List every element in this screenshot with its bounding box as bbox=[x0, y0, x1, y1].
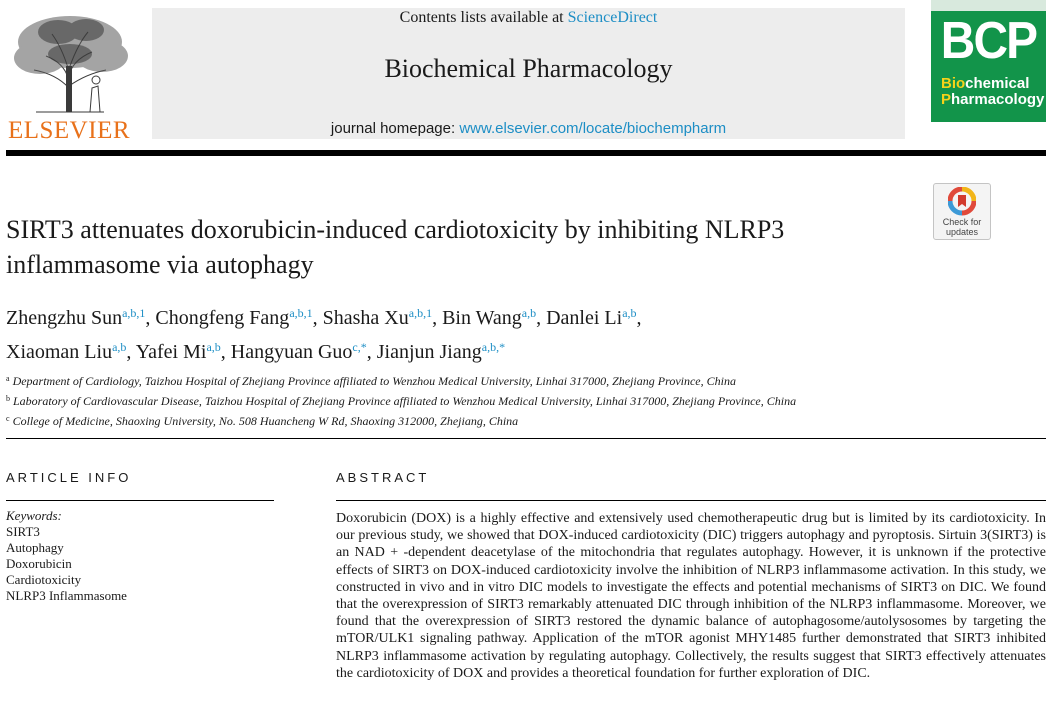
contents-prefix: Contents lists available at bbox=[399, 9, 568, 26]
author-affiliation-marker[interactable]: c,* bbox=[352, 340, 367, 354]
header-rule bbox=[6, 150, 1046, 156]
author-affiliation-marker[interactable]: a,b bbox=[521, 306, 537, 320]
tree-icon bbox=[6, 8, 134, 118]
article-info-heading: ARTICLE INFO bbox=[6, 470, 132, 485]
cover-footer bbox=[931, 122, 1046, 139]
author-separator: , bbox=[432, 307, 443, 329]
affiliation-item bbox=[6, 390, 1036, 410]
affiliation-mark: b bbox=[6, 394, 10, 403]
cover-name-lead-2: P bbox=[941, 91, 952, 108]
keyword-item[interactable]: Autophagy bbox=[6, 540, 64, 555]
affiliations-rule bbox=[6, 438, 1046, 439]
author-name[interactable]: Zhengzhu Sun bbox=[6, 307, 123, 329]
contents-line bbox=[152, 9, 905, 27]
affiliation-mark: c bbox=[6, 414, 10, 423]
keywords-block bbox=[6, 508, 274, 604]
journal-masthead bbox=[152, 8, 905, 139]
keyword-item[interactable]: SIRT3 bbox=[6, 524, 40, 539]
author-affiliation-marker[interactable]: a,b bbox=[112, 340, 127, 354]
cover-journal-name bbox=[941, 76, 1046, 108]
author-list bbox=[6, 299, 1006, 367]
author-name[interactable]: Xiaoman Liu bbox=[6, 341, 113, 363]
author-separator: , bbox=[366, 341, 377, 363]
check-for-updates-button[interactable] bbox=[933, 183, 991, 240]
author-separator: , bbox=[312, 307, 323, 329]
abstract-rule bbox=[336, 500, 1046, 501]
abstract-heading: ABSTRACT bbox=[336, 470, 430, 485]
author-affiliation-marker[interactable]: a,b,* bbox=[481, 340, 506, 354]
cover-name-lead-1: Bio bbox=[941, 75, 966, 92]
author-separator: , bbox=[220, 341, 231, 363]
author-name[interactable]: Danlei Li bbox=[546, 307, 623, 329]
author-separator: , bbox=[536, 307, 547, 329]
homepage-line bbox=[152, 120, 905, 137]
article-info-rule bbox=[6, 500, 274, 501]
journal-title: Biochemical Pharmacology bbox=[384, 54, 673, 83]
cover-name-rest-2: harmacology bbox=[951, 91, 1045, 108]
affiliation-text: Department of Cardiology, Taizhou Hospital of Zhejiang Province affiliated to Wenzhou Medical University, Linhai 317000, Zhejiang Province, China bbox=[12, 374, 736, 388]
author-affiliation-marker[interactable]: a,b,1 bbox=[122, 306, 146, 320]
cover-name-rest-1: chemical bbox=[965, 75, 1030, 92]
check-updates-label bbox=[934, 217, 990, 237]
check-updates-line-1: Check for bbox=[942, 217, 982, 227]
author-affiliation-marker[interactable]: a,b,1 bbox=[408, 306, 433, 320]
cover-top-strip bbox=[931, 0, 1046, 11]
journal-cover[interactable] bbox=[931, 0, 1046, 139]
author-name[interactable]: Shasha Xu bbox=[322, 307, 409, 329]
author-name[interactable]: Chongfeng Fang bbox=[155, 307, 290, 329]
author-separator: , bbox=[636, 307, 642, 329]
keyword-item[interactable]: NLRP3 Inflammasome bbox=[6, 588, 127, 603]
author-name[interactable]: Bin Wang bbox=[442, 307, 522, 329]
affiliation-item bbox=[6, 370, 1036, 390]
author-affiliation-marker[interactable]: a,b bbox=[206, 340, 221, 354]
affiliation-text: College of Medicine, Shaoxing University, No. 508 Huancheng W Rd, Shaoxing 312000, Zhejiang, China bbox=[12, 414, 519, 428]
author-affiliation-marker[interactable]: a,b bbox=[622, 306, 637, 320]
abstract-body: Doxorubicin (DOX) is a highly effective and extensively used chemotherapeutic drug but is limited by its cardiotoxicity. In our previous study, we showed that DOX-induced cardiotoxicity (DIC) triggers autophagy and pyroptosis. Sirtuin 3(SIRT3) is an NAD + -dependent deacetylase of the mitochondria that regulates autophagy. However, it is unknown if the protective effects of SIRT3 on DOX-induced cardiotoxicity involve the inhibition of NLRP3 inflammasome activation. In this study, we constructed in vivo and in vitro DIC models to investigate the effects and potential mechanisms of SIRT3 on DIC. We found that the overexpression of SIRT3 remarkably attenuated DIC through inhibition of the NLRP3 inflammasome. Moreover, we found that the overexpression of SIRT3 restored the dynamic balance of autophagosome/autolysosomes by targeting the mTOR/ULK1 signaling pathway. Application of the mTOR agonist MHY1485 further demonstrated that SIRT3 inhibited NLRP3 inflammasome activation by regulating autophagy. Collectively, the results suggest that SIRT3 effectively attenuates the cardiotoxicity of DOX and provides a theoretical foundation for further exploration of DIC. bbox=[336, 511, 1046, 681]
keyword-item[interactable]: Cardiotoxicity bbox=[6, 572, 82, 587]
article-title: SIRT3 attenuates doxorubicin-induced cardiotoxicity by inhibiting NLRP3 inflammasome via autophagy bbox=[6, 215, 785, 279]
affiliation-list bbox=[6, 370, 1036, 430]
author-name[interactable]: Hangyuan Guo bbox=[230, 341, 353, 363]
affiliation-text: Laboratory of Cardiovascular Disease, Taizhou Hospital of Zhejiang Province affiliated to Wenzhou Medical University, Linhai 317000, Zhejiang Province, China bbox=[13, 394, 797, 408]
publisher-wordmark: ELSEVIER bbox=[7, 117, 131, 144]
check-updates-icon bbox=[948, 187, 976, 217]
keyword-item[interactable]: Doxorubicin bbox=[6, 556, 72, 571]
sciencedirect-link[interactable]: ScienceDirect bbox=[567, 9, 658, 26]
affiliation-mark: a bbox=[6, 374, 10, 383]
check-updates-line-2: updates bbox=[945, 227, 979, 237]
keywords-label: Keywords: bbox=[6, 508, 62, 523]
author-separator: , bbox=[126, 341, 136, 363]
affiliation-item bbox=[6, 410, 1036, 430]
author-separator: , bbox=[145, 307, 156, 329]
cover-initials: BCP bbox=[940, 12, 1037, 70]
author-affiliation-marker[interactable]: a,b,1 bbox=[289, 306, 313, 320]
author-name[interactable]: Jianjun Jiang bbox=[376, 341, 482, 363]
homepage-prefix: journal homepage: bbox=[330, 120, 460, 137]
journal-homepage-link[interactable]: www.elsevier.com/locate/biochempharm bbox=[459, 120, 727, 137]
author-name[interactable]: Yafei Mi bbox=[135, 341, 207, 363]
